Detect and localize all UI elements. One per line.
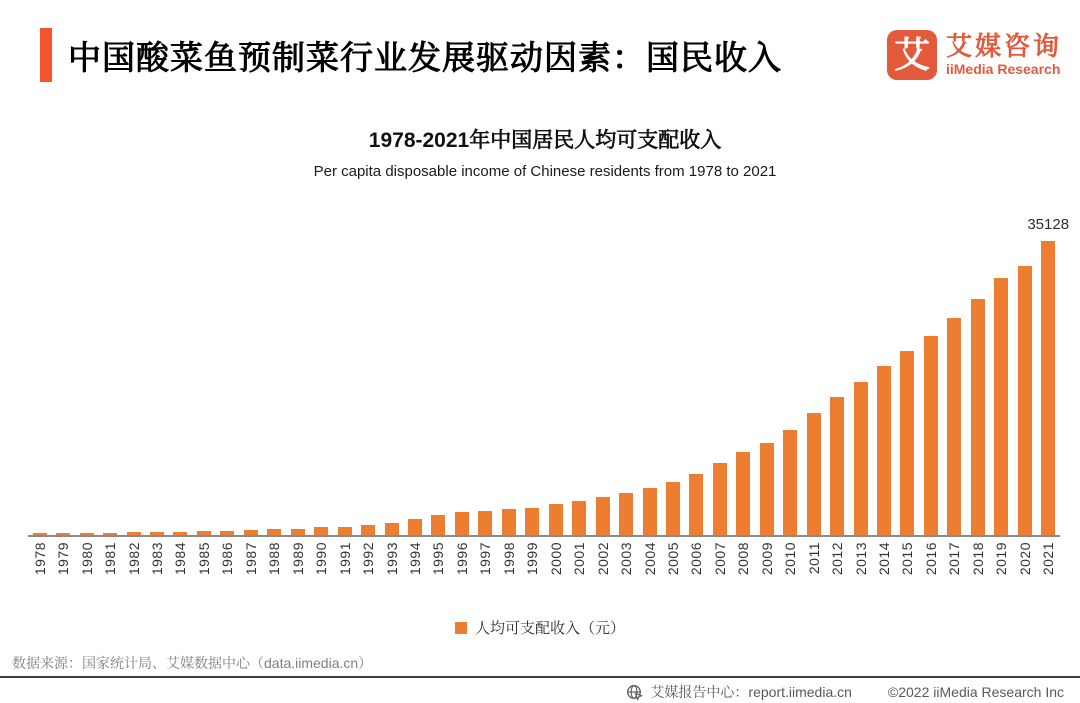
bar-1996 (455, 512, 469, 535)
bar-slot-2014 (872, 227, 895, 535)
bar-1985 (197, 531, 211, 535)
x-tick-1992: 1992 (360, 542, 377, 576)
bar-slot-1997 (474, 227, 497, 535)
legend-swatch (455, 622, 467, 634)
bar-slot-1982 (122, 227, 145, 535)
bar-slot-1981 (98, 227, 121, 535)
bar-slot-2000 (544, 227, 567, 535)
bar-slot-2002 (591, 227, 614, 535)
x-axis-labels (28, 542, 1060, 588)
bar-slot-1980 (75, 227, 98, 535)
bar-2006 (689, 474, 703, 535)
legend (0, 617, 1080, 638)
bar-slot-2020 (1013, 227, 1036, 535)
bar-slot-2003 (614, 227, 637, 535)
bar-2017 (947, 318, 961, 535)
x-tick-1991: 1991 (336, 542, 353, 576)
bar-slot-1991 (333, 227, 356, 535)
x-tick-1996: 1996 (453, 542, 470, 576)
bar-1989 (291, 529, 305, 535)
bar-slot-2015 (896, 227, 919, 535)
bar-slot-2011 (802, 227, 825, 535)
footer-bar (0, 682, 1064, 702)
bar-1997 (478, 511, 492, 535)
bar-1983 (150, 532, 164, 535)
bar-2015 (900, 351, 914, 535)
bar-1994 (408, 519, 422, 535)
bar-1987 (244, 530, 258, 535)
footer-divider (0, 676, 1080, 678)
bar-slot-1985 (192, 227, 215, 535)
x-tick-2016: 2016 (922, 542, 939, 576)
bar-2016 (924, 336, 938, 535)
x-tick-2002: 2002 (594, 542, 611, 576)
logo-text (946, 32, 1062, 77)
x-tick-2017: 2017 (946, 542, 963, 576)
x-tick-2012: 2012 (829, 542, 846, 576)
bar-1981 (103, 533, 117, 535)
x-tick-1980: 1980 (78, 542, 95, 576)
bar-1979 (56, 533, 70, 535)
bar-2003 (619, 493, 633, 535)
bar-slot-1998 (497, 227, 520, 535)
x-tick-1993: 1993 (383, 542, 400, 576)
bar-2012 (830, 397, 844, 535)
x-tick-2006: 2006 (688, 542, 705, 576)
bar-2004 (643, 488, 657, 535)
bar-slot-2008 (732, 227, 755, 535)
x-tick-2004: 2004 (641, 542, 658, 576)
x-tick-1990: 1990 (313, 542, 330, 576)
x-tick-1989: 1989 (289, 542, 306, 576)
bar-2008 (736, 452, 750, 535)
bar-slot-1999 (521, 227, 544, 535)
bar-1995 (431, 515, 445, 535)
chart-title-block (30, 124, 1060, 180)
bar-slot-2006 (685, 227, 708, 535)
bar-1988 (267, 529, 281, 535)
bar-slot-2016 (919, 227, 942, 535)
bar-2001 (572, 501, 586, 535)
bar-1993 (385, 523, 399, 535)
bar-slot-1993 (380, 227, 403, 535)
x-tick-1978: 1978 (31, 542, 48, 576)
bar-slot-2018 (966, 227, 989, 535)
bar-2014 (877, 366, 891, 535)
x-tick-2000: 2000 (547, 542, 564, 576)
x-tick-2003: 2003 (618, 542, 635, 576)
bar-slot-2012 (825, 227, 848, 535)
bar-1991 (338, 527, 352, 535)
legend-label: 人均可支配收入（元） (474, 620, 625, 637)
bar-2007 (713, 463, 727, 535)
bar-2011 (807, 413, 821, 535)
bar-2000 (549, 504, 563, 535)
iimedia-logo (887, 30, 1062, 80)
bar-slot-2001 (567, 227, 590, 535)
bar-1999 (525, 508, 539, 535)
bar-2005 (666, 482, 680, 535)
bar-slot-1994 (403, 227, 426, 535)
bar-slot-2005 (661, 227, 684, 535)
bar-slot-2019 (990, 227, 1013, 535)
bar-slot-2004 (638, 227, 661, 535)
x-tick-1997: 1997 (477, 542, 494, 576)
x-tick-2018: 2018 (969, 542, 986, 576)
bar-1986 (220, 531, 234, 535)
bar-slot-2010 (779, 227, 802, 535)
x-tick-2010: 2010 (782, 542, 799, 576)
bar-slot-1979 (51, 227, 74, 535)
bar-slot-2017 (943, 227, 966, 535)
bar-chart (28, 216, 1070, 588)
x-tick-1982: 1982 (125, 542, 142, 576)
x-tick-1998: 1998 (500, 542, 517, 576)
x-tick-1981: 1981 (102, 542, 119, 576)
bar-slot-1986 (216, 227, 239, 535)
bar-slot-1988 (263, 227, 286, 535)
bar-slot-2009 (755, 227, 778, 535)
bar-slot-1989 (286, 227, 309, 535)
bar-1998 (502, 509, 516, 535)
iimedia-logo-icon: 艾 (887, 30, 937, 80)
bar-1980 (80, 533, 94, 535)
logo-name-cn: 艾媒咨询 (945, 31, 1062, 62)
header (40, 28, 1062, 82)
x-tick-2005: 2005 (664, 542, 681, 576)
bar-1978 (33, 533, 47, 535)
bar-1992 (361, 525, 375, 535)
x-tick-2020: 2020 (1016, 542, 1033, 576)
bar-2021 (1041, 241, 1055, 535)
bar-2018 (971, 299, 985, 535)
logo-name-en: iiMedia Research (945, 60, 1061, 77)
x-tick-1988: 1988 (266, 542, 283, 576)
x-tick-2001: 2001 (571, 542, 588, 576)
bar-slot-1984 (169, 227, 192, 535)
bar-slot-2021 (1027, 216, 1070, 535)
x-tick-1994: 1994 (406, 542, 423, 576)
x-tick-1984: 1984 (172, 542, 189, 576)
bar-1982 (127, 532, 141, 535)
bar-slot-2007 (708, 227, 731, 535)
bar-2013 (854, 382, 868, 535)
x-tick-2019: 2019 (993, 542, 1010, 576)
x-tick-2021: 2021 (1040, 542, 1057, 576)
title-accent-bar (40, 28, 52, 82)
x-tick-1995: 1995 (430, 542, 447, 576)
bar-slot-2013 (849, 227, 872, 535)
bar-slot-1978 (28, 227, 51, 535)
bar-1990 (314, 527, 328, 535)
x-tick-2007: 2007 (711, 542, 728, 576)
x-tick-1985: 1985 (195, 542, 212, 576)
bar-slot-1996 (450, 227, 473, 535)
x-tick-2009: 2009 (758, 542, 775, 576)
x-tick-1979: 1979 (55, 542, 72, 576)
x-tick-2014: 2014 (876, 542, 893, 576)
data-source-note: 数据来源：国家统计局、艾媒数据中心（data.iimedia.cn） (12, 655, 373, 671)
bar-slot-1983 (145, 227, 168, 535)
x-tick-2008: 2008 (735, 542, 752, 576)
report-center-text: 艾媒报告中心：report.iimedia.cn (650, 684, 852, 700)
bar-value-label-2021: 35128 (1027, 216, 1070, 233)
x-tick-2013: 2013 (852, 542, 869, 576)
bar-2002 (596, 497, 610, 535)
bar-slot-1992 (356, 227, 379, 535)
bar-1984 (173, 532, 187, 535)
x-tick-2011: 2011 (805, 542, 822, 575)
page-title: 中国酸菜鱼预制菜行业发展驱动因素：国民收入 (68, 38, 782, 76)
bars (28, 216, 1070, 537)
chart-subtitle: Per capita disposable income of Chinese residents from 1978 to 2021 (313, 163, 777, 180)
x-tick-2015: 2015 (899, 542, 916, 576)
bar-slot-1995 (427, 227, 450, 535)
bar-2009 (760, 443, 774, 535)
copyright-text: ©2022 iiMedia Research Inc (887, 684, 1064, 700)
bar-2010 (783, 430, 797, 535)
x-tick-1983: 1983 (148, 542, 165, 576)
x-tick-1999: 1999 (524, 542, 541, 576)
bar-slot-1990 (309, 227, 332, 535)
x-tick-1986: 1986 (219, 542, 236, 576)
globe-cursor-icon (626, 684, 643, 701)
bar-slot-1987 (239, 227, 262, 535)
bar-2019 (994, 278, 1008, 535)
x-tick-1987: 1987 (242, 542, 259, 576)
bar-2020 (1018, 266, 1032, 535)
chart-title: 1978-2021年中国居民人均可支配收入 (368, 129, 722, 152)
